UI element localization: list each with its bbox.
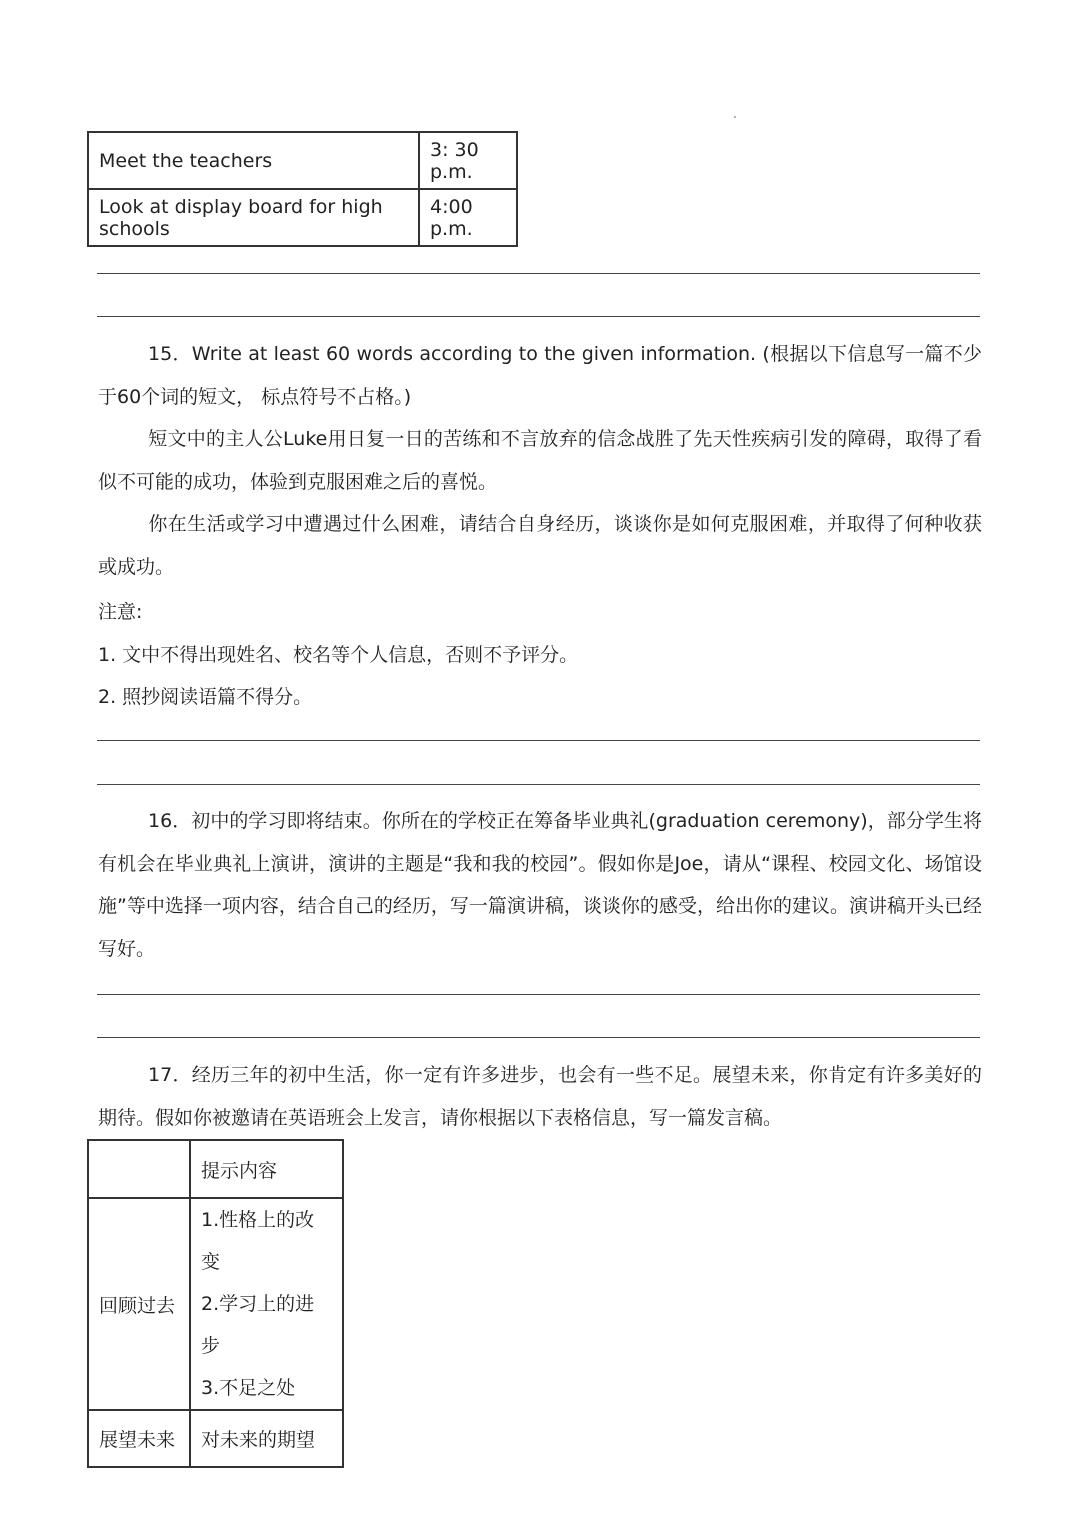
review-item: 1.性格上的改变 xyxy=(201,1209,315,1273)
answer-line xyxy=(97,784,980,785)
q16-prompt xyxy=(98,800,982,970)
q17-prompt-text: 17．经历三年的初中生活，你一定有许多进步，也会有一些不足。展望未来，你肯定有许多美好的期待。假如你被邀请在英语班会上发言，请你根据以下表格信息，写一篇发言稿。 xyxy=(98,1064,982,1129)
answer-line xyxy=(97,316,980,317)
q17-prompt xyxy=(98,1054,982,1139)
activity-cell: Look at display board for high schools xyxy=(88,189,419,246)
answer-line xyxy=(97,994,980,995)
review-items-cell xyxy=(190,1198,343,1410)
review-item: 3.不足之处 xyxy=(201,1377,296,1399)
scan-speck xyxy=(734,116,736,118)
time-cell: 3: 30 p.m. xyxy=(419,132,517,189)
table-row xyxy=(88,189,517,246)
header-cell: 提示内容 xyxy=(190,1140,343,1198)
table-row xyxy=(88,1140,343,1198)
table-row xyxy=(88,1198,343,1410)
answer-line xyxy=(97,273,980,274)
reflection-table xyxy=(87,1139,344,1468)
q15-background xyxy=(98,418,982,503)
future-item-cell: 对未来的期望 xyxy=(190,1410,343,1467)
time-cell: 4:00 p.m. xyxy=(419,189,517,246)
table-row xyxy=(88,132,517,189)
review-item: 2.学习上的进步 xyxy=(201,1293,315,1357)
q15-task xyxy=(98,503,982,588)
q15-task-text: 你在生活或学习中遭遇过什么困难，请结合自身经历，谈谈你是如何克服困难，并取得了何种收获或成功。 xyxy=(98,513,982,578)
table-row xyxy=(88,1410,343,1467)
q15-note-2: 2. 照抄阅读语篇不得分。 xyxy=(98,686,313,708)
q15-prompt-text: 15．Write at least 60 words according to the given information. (根据以下信息写一篇不少于60个词的短文， 标点符号不占格。) xyxy=(98,343,982,408)
q15-notes-title: 注意: xyxy=(98,601,143,623)
q15-background-text: 短文中的主人公Luke用日复一日的苦练和不言放弃的信念战胜了先天性疾病引发的障碍，取得了看似不可能的成功，体验到克服困难之后的喜悦。 xyxy=(98,428,982,493)
schedule-table xyxy=(87,131,518,247)
future-label-cell: 展望未来 xyxy=(88,1410,190,1467)
q16-prompt-text: 16．初中的学习即将结束。你所在的学校正在筹备毕业典礼(graduation ceremony)，部分学生将有机会在毕业典礼上演讲，演讲的主题是“我和我的校园”。假如你是Joe，请从“课程、校园文化、场馆设施”等中选择一项内容，结合自己的经历，写一篇演讲稿，谈谈你的感受，给出你的建议。演讲稿开头已经写好。 xyxy=(98,810,982,960)
answer-line xyxy=(97,1037,980,1038)
review-label-cell: 回顾过去 xyxy=(88,1198,190,1410)
answer-line xyxy=(97,740,980,741)
q15-prompt xyxy=(98,333,982,418)
q15-note-1: 1. 文中不得出现姓名、校名等个人信息，否则不予评分。 xyxy=(98,644,579,666)
activity-cell: Meet the teachers xyxy=(88,132,419,189)
empty-header-cell xyxy=(88,1140,190,1198)
